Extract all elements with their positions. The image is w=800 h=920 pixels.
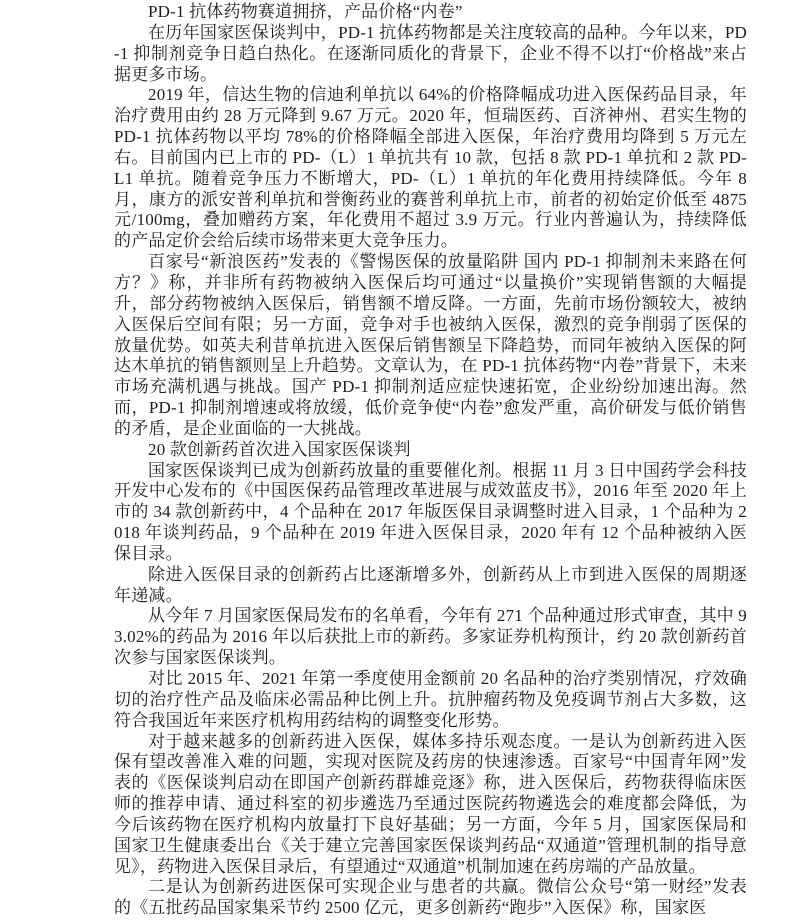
paragraph: 对于越来越多的创新药进入医保，媒体多持乐观态度。一是认为创新药进入医保有望改善准入难的问题，实现对医院及药房的快速渗透。百家号“中国青年网”发表的《医保谈判启动在即国产创新药群雄竞逐》称，进入医保后，药物获得临床医师的推荐申请、通过科室的初步遴选乃至通过医院药物遴选会的难度都会降低，为今后该药物在医疗机构内放量打下良好基础；另一方面，今年 5 月，国家医保局和国家卫生健康委出台《关于建立完善国家医保谈判药品“双通道”管理机制的指导意见》，药物进入医保目录后，有望通过“双通道”机制加速在药房端的产品放量。 bbox=[114, 731, 747, 876]
section-heading: PD-1 抗体药物赛道拥挤，产品价格“内卷” bbox=[148, 2, 463, 21]
paragraph: 在历年国家医保谈判中，PD-1 抗体药物都是关注度较高的品种。今年以来，PD-1 抑制剂竞争日趋白热化。在逐渐同质化的背景下，企业不得不以打“价格战”来占据更多市场。 bbox=[114, 22, 747, 84]
paragraph: 对比 2015 年、2021 年第一季度使用金额前 20 名品种的治疗类别情况，疗效确切的治疗性产品及临床必需品种比例上升。抗肿瘤药物及免疫调节剂占大多数，这符合我国近年来医疗机构用药结构的调整变化形势。 bbox=[114, 669, 747, 730]
paragraph: 二是认为创新药进医保可实现企业与患者的共赢。微信公众号“第一财经”发表的《五批药品国家集采节约 2500 亿元，更多创新药“跑步”入医保》称，国家医 bbox=[114, 877, 747, 918]
paragraph: 国家医保谈判已成为创新药放量的重要催化剂。根据 11 月 3 日中国药学会科技开发中心发布的《中国医保药品管理改革进展与成效蓝皮书》，2016 年至 2020 年上市的 34 款创新药中，4 个品种在 2017 年版医保目录调整时进入目录，1 个品种为 2018 年谈判药品，9 个品种在 2019 年进入医保目录，2020 年有 12 个品种被纳入医保目录。 bbox=[114, 460, 747, 563]
paragraph: 百家号“新浪医药”发表的《警惕医保的放量陷阱 国内 PD-1 抑制剂未来路在何方？》称，并非所有药物被纳入医保后均可通过“以量换价”实现销售额的大幅提升，部分药物被纳入医保后，销售额不增反降。一方面，先前市场份额较大，被纳入医保后空间有限；另一方面，竞争对手也被纳入医保，激烈的竞争削弱了医保的放量优势。如英夫利昔单抗进入医保后销售额呈下降趋势，而同年被纳入医保的阿达木单抗的销售额则呈上升趋势。文章认为，在 PD-1 抗体药物“内卷”背景下，未来市场充满机遇与挑战。国产 PD-1 抑制剂适应症快速拓宽，企业纷纷加速出海。然而，PD-1 抑制剂增速或将放缓，低价竞争使“内卷”愈发严重，高价研发与低价销售的矛盾，是企业面临的一大挑战。 bbox=[114, 252, 747, 438]
paragraph: 从今年 7 月国家医保局发布的名单看，今年有 271 个品种通过形式审查，其中 93.02%的药品为 2016 年以后获批上市的新药。多家证券机构预计，约 20 款创新药首次参与国家医保谈判。 bbox=[114, 606, 747, 668]
document-body bbox=[114, 2, 747, 919]
paragraph: 2019 年，信达生物的信迪利单抗以 64%的价格降幅成功进入医保药品目录，年治疗费用由约 28 万元降到 9.67 万元。2020 年，恒瑞医药、百济神州、君实生物的 PD-1 抗体药物以平均 78%的价格降幅全部进入医保，年治疗费用均降到 5 万元左右。目前国内已上市的 PD-（L）1 单抗共有 10 款，包括 8 款 PD-1 单抗和 2 款 PD-L1 单抗。随着竞争压力不断增大，PD-（L）1 单抗的年化费用持续降低。今年 8 月，康方的派安普利单抗和誉衡药业的赛普利单抗上市，前者的初始定价低至 4875 元/100mg，叠加赠药方案，年化费用不超过 3.9 万元。行业内普遍认为，持续降低的产品定价会给后续市场带来更大竞争压力。 bbox=[114, 85, 747, 251]
section-heading: 20 款创新药首次进入国家医保谈判 bbox=[148, 439, 411, 459]
paragraph: 除进入医保目录的创新药占比逐渐增多外，创新药从上市到进入医保的周期逐年递减。 bbox=[114, 564, 747, 605]
